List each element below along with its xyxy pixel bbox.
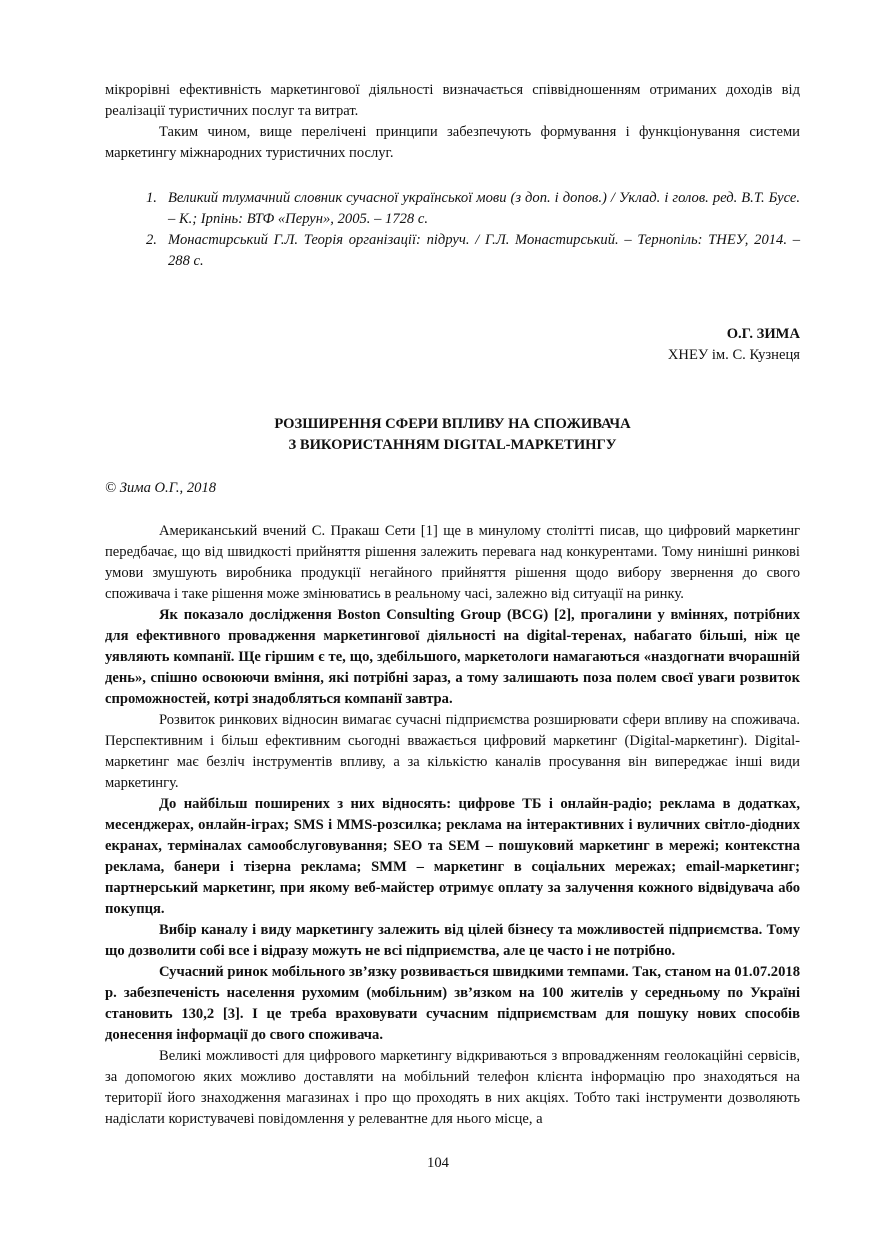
reference-number: 1. — [146, 190, 157, 206]
body-paragraph: Американський вчений С. Пракаш Сети [1] ще в минулому столітті писав, що цифровий маркетинг передбачає, що від швидкості прийняття рішення залежить перевага над конкурентами. Тому нинішні ринкові умови змушують виробника продукції негайного прийняття рішення щодо вибору звернення до свого споживача і таке рішення може змінюватись в реальному часі, залежно від ситуації на ринку. — [105, 523, 800, 602]
body-paragraph: До найбільш поширених з них відносять: цифрове ТБ і онлайн-радіо; реклама в додатках, месенджерах, онлайн-іграх; SMS і MMS-розсилка; реклама на інтерактивних і вуличних світло-діодних екранах, терміналах самообслуговування; SEO та SEM – пошуковий маркетинг в мережі; контекстна реклама, банери і тізерна реклама; SMM – маркетинг в соціальних мережах; email-маркетинг; партнерський маркетинг, при якому веб-майстер отримує оплату за залучення кожного відвідувача або покупця. — [105, 796, 800, 917]
reference-item — [105, 230, 800, 272]
body-paragraph: Як показало дослідження Boston Consulting Group (BCG) [2], прогалини у вміннях, потрібних для ефективного провадження маркетингової діяльності на digital-теренах, набагато більші, ніж це уявляють компанії. Ще гіршим є те, що, здебільшого, маркетологи намагаються «наздогнати вчорашній день», спішно освоюючи вміння, які потрібні зараз, а тому залишають поза полем своєї уваги розвиток спроможностей, котрі знадобляться компанії завтра. — [105, 607, 800, 707]
body-paragraph: Сучасний ринок мобільного зв’язку розвивається швидкими темпами. Так, станом на 01.07.2018 р. забезпеченість населення рухомим (мобільним) зв’язком на 100 жителів у середньому по Україні становить 130,2 [3]. І це треба враховувати сучасним підприємствам для пошуку нових способів донесення інформації до свого споживача. — [105, 964, 800, 1043]
body-paragraph: Великі можливості для цифрового маркетингу відкриваються з впровадженням геолокаційні сервісів, за допомогою яких можливо доставляти на мобільний телефон клієнта інформацію про знаходяться на території його знаходження магазинах і про що проходять в них акціях. Тобто такі інструменти дозволяють надіслати користувачеві повідомлення у релевантне для нього місце, а — [105, 1048, 800, 1127]
page-number: 104 — [427, 1155, 449, 1171]
document-page — [105, 80, 800, 1130]
reference-text: Монастирський Г.Л. Теорія організації: підруч. / Г.Л. Монастирський. – Тернопіль: ТНЕУ, 2014. – 288 с. — [168, 232, 800, 269]
intro-paragraph-2: Таким чином, вище перелічені принципи забезпечують формування і функціонування системи маркетингу міжнародних туристичних послуг. — [105, 124, 800, 161]
body-paragraph: Вибір каналу і виду маркетингу залежить від цілей бізнесу та можливостей підприємства. Тому що дозволити собі все і відразу можуть не всі підприємства, але це часто і не потрібно. — [105, 922, 800, 959]
article-title-line-2: З ВИКОРИСТАННЯМ DIGITAL-МАРКЕТИНГУ — [288, 437, 617, 453]
reference-text: Великий тлумачний словник сучасної української мови (з доп. і допов.) / Уклад. і голов. ред. В.Т. Бусе. – К.; Ірпінь: ВТФ «Перун», 2005. – 1728 с. — [168, 190, 800, 227]
article-title — [105, 414, 800, 456]
author-block — [105, 324, 800, 366]
article-body — [105, 521, 800, 1130]
author-affiliation: ХНЕУ ім. С. Кузнеця — [667, 347, 800, 363]
copyright-line: © Зима О.Г., 2018 — [105, 480, 217, 496]
body-paragraph: Розвиток ринкових відносин вимагає сучасні підприємства розширювати сфери впливу на споживача. Перспективним і більш ефективним сьогодні вважається цифровий маркетинг (Digital-маркетинг). Digital-маркетинг має безліч інструментів впливу, а за кількістю каналів просування він випереджає інші види маркетингу. — [105, 712, 800, 791]
intro-paragraph-1: мікрорівні ефективність маркетингової діяльності визначається співвідношенням отриманих доходів від реалізації туристичних послуг та витрат. — [105, 82, 800, 119]
article-title-line-1: РОЗШИРЕННЯ СФЕРИ ВПЛИВУ НА СПОЖИВАЧА — [274, 416, 631, 432]
reference-number: 2. — [146, 232, 157, 248]
reference-list — [105, 188, 800, 272]
author-name: О.Г. ЗИМА — [726, 326, 800, 342]
reference-item — [105, 188, 800, 230]
